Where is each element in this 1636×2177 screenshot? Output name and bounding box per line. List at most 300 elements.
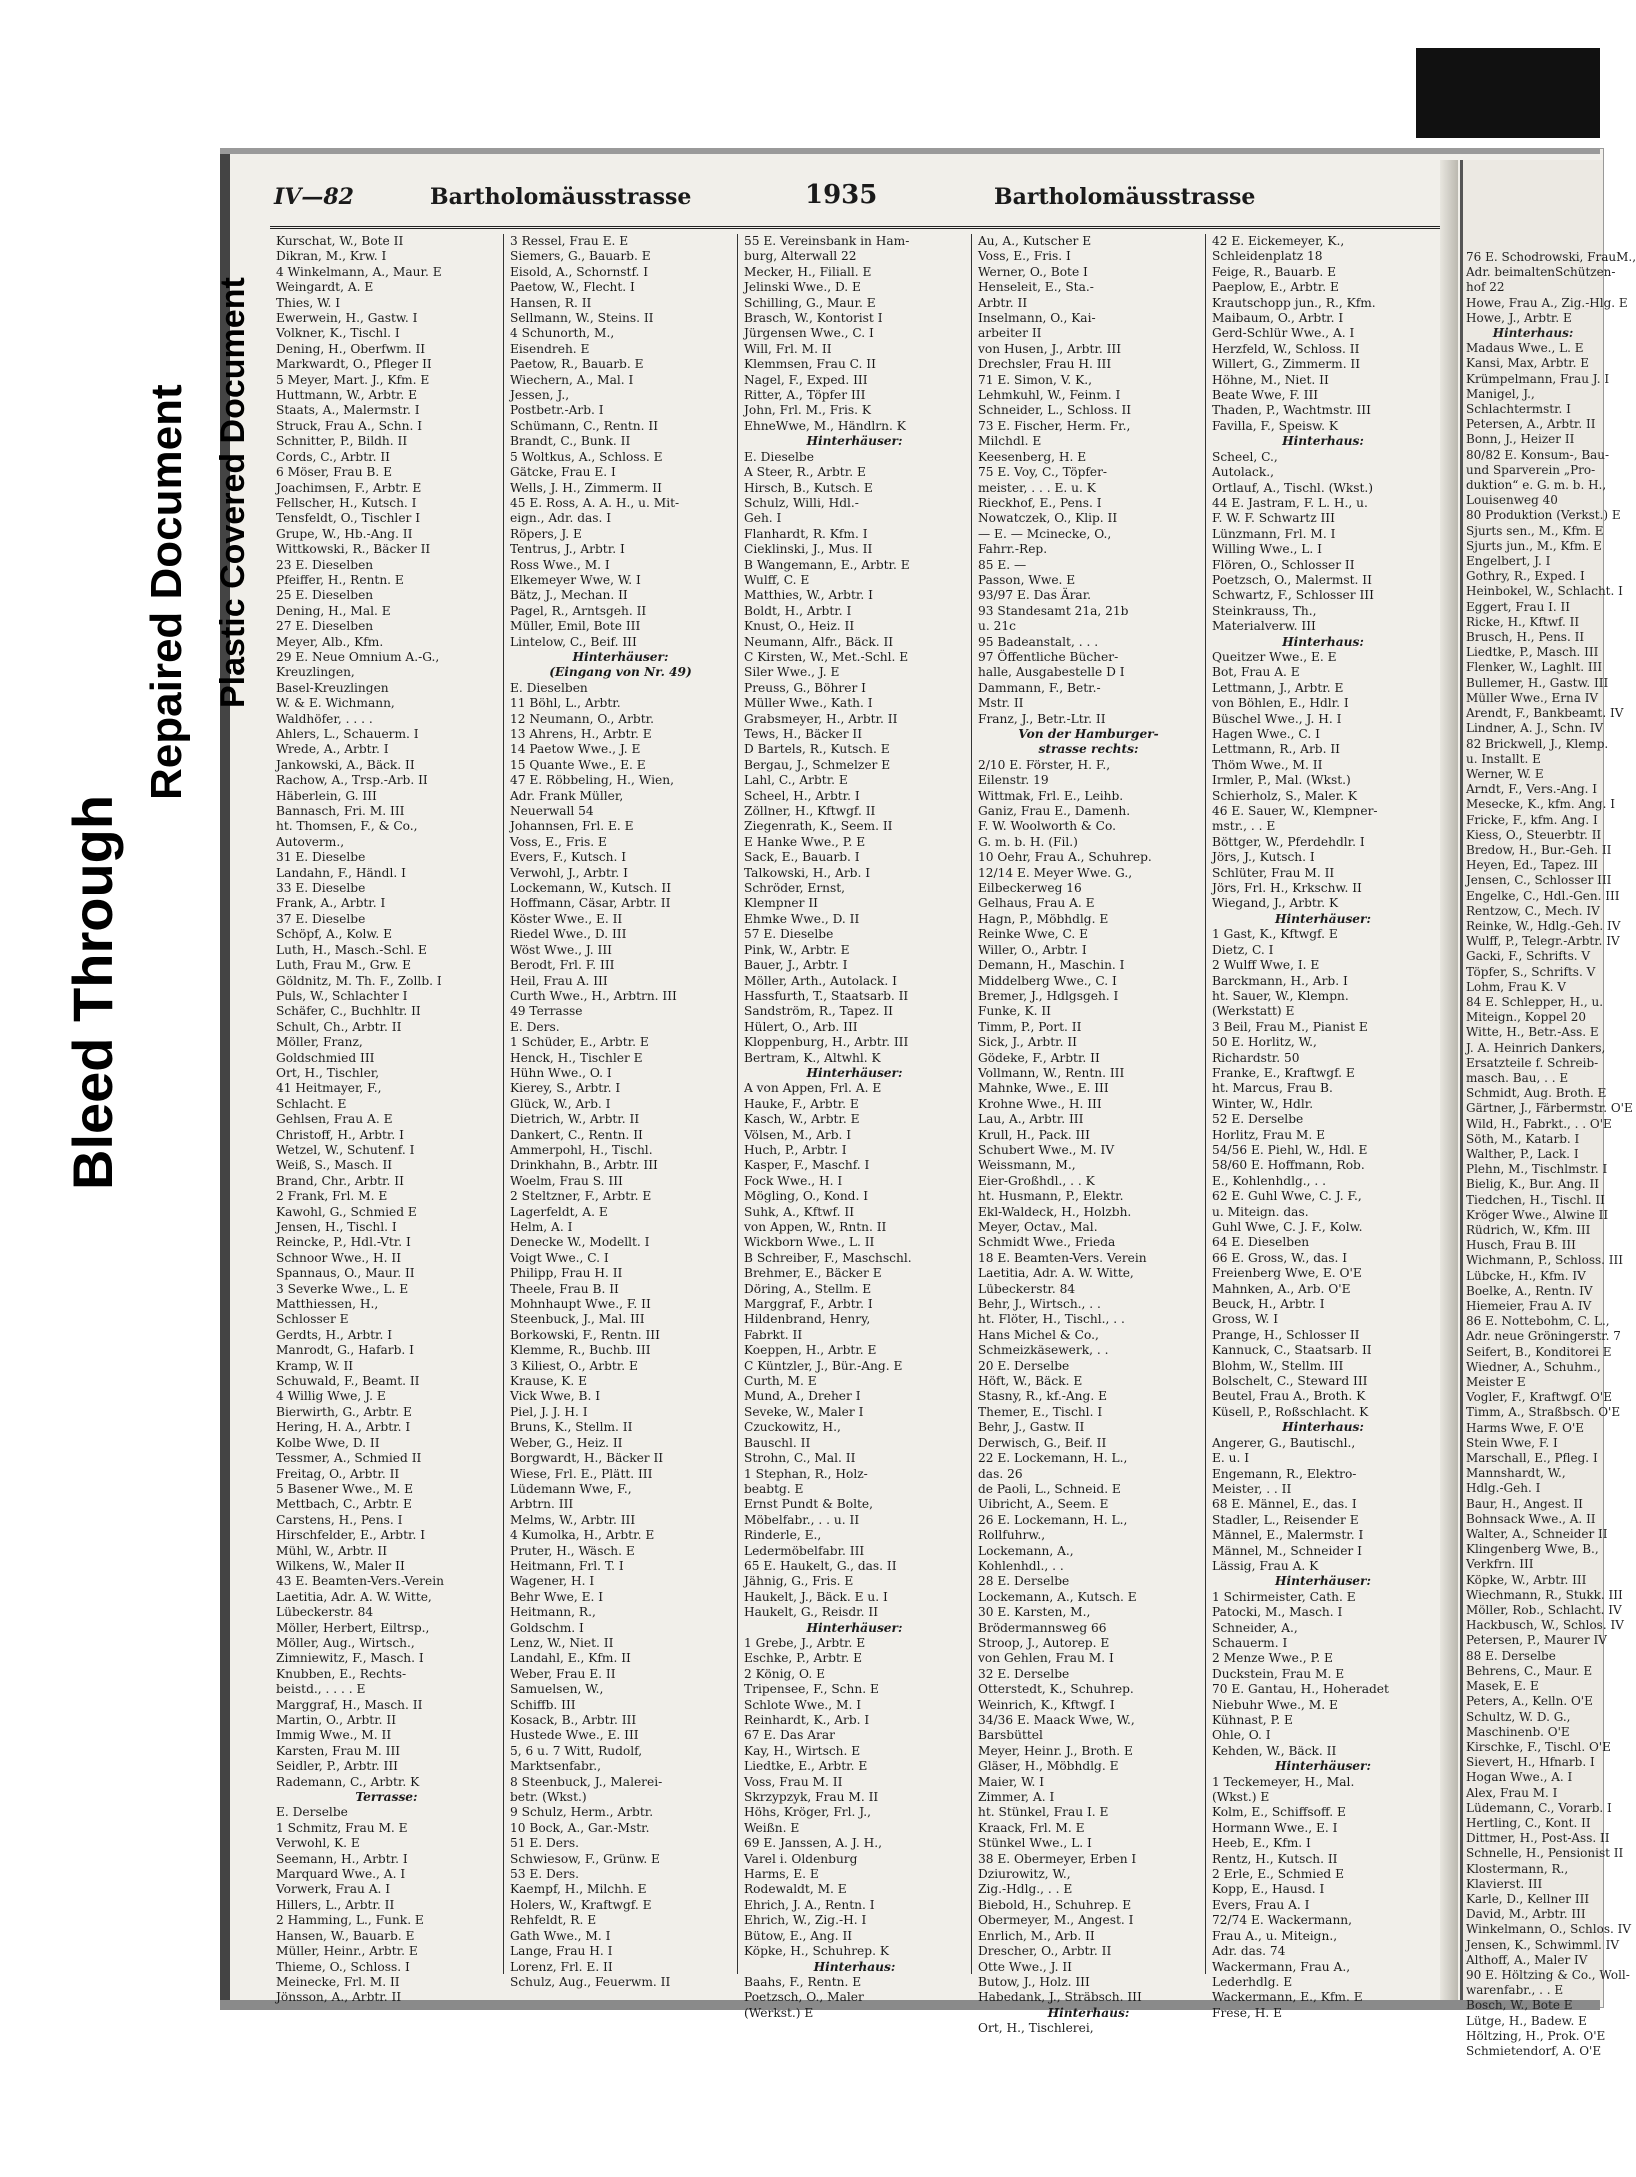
directory-entry: Vollmann, W., Rentn. III — [978, 1065, 1125, 1080]
directory-entry: Lahl, C., Arbtr. E — [744, 773, 848, 788]
directory-entry: 57 E. Dieselbe — [744, 927, 834, 942]
directory-entry: Pfeiffer, H., Rentn. E — [276, 572, 404, 587]
directory-entry: Kraack, Frl. M. E — [978, 1820, 1085, 1835]
directory-entry: Thieme, O., Schloss. I — [276, 1959, 410, 1974]
directory-entry: (Werkst.) E — [744, 2005, 814, 2020]
directory-entry: Bot, Frau A. E — [1212, 665, 1300, 680]
directory-entry: Küsell, P., Roßschlacht. K — [1212, 1404, 1369, 1419]
directory-entry: E. Derselbe — [276, 1805, 348, 1820]
directory-entry: Ziegenrath, K., Seem. II — [744, 819, 893, 834]
directory-entry: Reinhardt, K., Arb. I — [744, 1713, 870, 1727]
directory-entry: Marggraf, F., Arbtr. I — [744, 1297, 873, 1312]
directory-entry: Lüdemann, C., Vorarb. I — [1466, 1800, 1612, 1815]
directory-entry: Zöllner, H., Kftwgf. II — [744, 804, 876, 819]
directory-entry: Frank, A., Arbtr. I — [276, 896, 386, 911]
directory-entry: 11 Böhl, L., Arbtr. — [510, 696, 621, 711]
directory-entry: Schnoor Wwe., H. II — [276, 1250, 402, 1265]
directory-entry: Boldt, H., Arbtr. I — [744, 603, 852, 618]
directory-entry: Ganiz, Frau E., Damenh. — [978, 804, 1131, 819]
directory-entry: 85 E. — — [978, 557, 1027, 572]
directory-entry: Rinderle, E., — [744, 1528, 822, 1543]
directory-entry: Jensen, K., Schwimml. IV — [1466, 1937, 1620, 1952]
directory-entry: Ross Wwe., M. I — [510, 557, 610, 572]
directory-entry: Winkelmann, O., Schlos. IV — [1466, 1922, 1632, 1937]
directory-entry: Wilkens, W., Maler II — [276, 1558, 405, 1573]
directory-entry: Kolbe Wwe, D. II — [276, 1435, 380, 1450]
directory-entry: Dankert, C., Rentn. II — [510, 1127, 643, 1142]
directory-entry: Herzfeld, W., Schloss. II — [1212, 341, 1360, 356]
directory-entry: Lau, A., Arbtr. III — [978, 1112, 1084, 1127]
directory-entry: 32 E. Derselbe — [978, 1666, 1070, 1681]
directory-entry: 8 Steenbuck, J., Malerei- — [510, 1774, 663, 1789]
directory-entry: Eilbeckerweg 16 — [978, 881, 1082, 896]
directory-entry: Rentz, H., Kutsch. II — [1212, 1851, 1338, 1866]
directory-entry: Seidler, P., Arbtr. III — [276, 1759, 398, 1774]
directory-entry: Stadler, L., Reisender E — [1212, 1512, 1359, 1527]
directory-entry: Lindner, A. J., Schn. IV — [1466, 721, 1604, 736]
directory-entry: Berodt, Frl. F. III — [510, 958, 615, 973]
directory-entry: Weißn. E — [744, 1820, 800, 1835]
directory-entry: 23 E. Dieselben — [276, 557, 374, 572]
directory-entry: Weinrich, K., Kftwgf. I — [978, 1697, 1115, 1712]
directory-entry: 43 E. Beamten-Vers.-Verein — [276, 1574, 444, 1589]
directory-entry: 69 E. Janssen, A. J. H., — [744, 1836, 882, 1851]
directory-entry: Husch, Frau B. III — [1466, 1238, 1576, 1253]
directory-entry: Poetzsch, O., Maler — [744, 1990, 864, 2005]
directory-entry: Ammerpohl, H., Tischl. — [510, 1142, 653, 1157]
directory-entry: 5 Basener Wwe., M. E — [276, 1481, 413, 1496]
directory-entry: (Werkstatt) E — [1212, 1004, 1295, 1019]
directory-entry: Behr Wwe, E. I — [510, 1589, 604, 1604]
directory-entry: Hansen, W., Bauarb. E — [276, 1928, 415, 1943]
directory-entry: John, Frl. M., Fris. K — [744, 403, 871, 418]
directory-entry: Schiffb. III — [510, 1697, 576, 1712]
directory-entry: Fellscher, H., Kutsch. I — [276, 495, 417, 510]
directory-entry: Arendt, F., Bankbeamt. IV — [1466, 706, 1624, 721]
directory-entry: Behrens, C., Maur. E — [1466, 1663, 1593, 1678]
directory-entry: Schwiesow, F., Grünw. E — [510, 1851, 660, 1866]
directory-entry: Hustede Wwe., E. III — [510, 1728, 639, 1743]
directory-entry: Möller, Herbert, Eiltrsp., — [276, 1620, 430, 1635]
directory-entry: Werner, O., Bote I — [978, 264, 1088, 279]
directory-entry: Drechsler, Frau H. III — [978, 357, 1112, 372]
directory-entry: E. Dieselbe — [744, 449, 814, 464]
directory-entry: 13 Ahrens, H., Arbtr. E — [510, 727, 652, 741]
directory-entry: Butow, J., Holz. III — [978, 1974, 1090, 1989]
directory-entry: Uibricht, A., Seem. E — [978, 1497, 1109, 1512]
directory-entry: 37 E. Dieselbe — [276, 911, 366, 926]
directory-entry: 68 E. Männel, E., das. I — [1212, 1497, 1357, 1512]
directory-entry: Dittmer, H., Post-Ass. II — [1466, 1831, 1610, 1846]
directory-entry: Gelhaus, Frau A. E — [978, 896, 1095, 911]
directory-entry: 3 Ressel, Frau E. E — [510, 234, 629, 248]
directory-entry: ht. Flöter, H., Tischl., . . — [978, 1312, 1125, 1327]
directory-entry: Schneider, A., — [1212, 1620, 1298, 1635]
directory-entry: Heyen, Ed., Tapez. III — [1466, 858, 1598, 873]
directory-entry: 3 Kiliest, O., Arbtr. E — [510, 1358, 638, 1373]
directory-entry: F. W. Woolworth & Co. — [978, 819, 1116, 834]
label-plastic-covered-document: Plastic Covered Document — [214, 277, 252, 708]
directory-entry: Flanhardt, R. Kfm. I — [744, 526, 868, 541]
directory-entry: Madaus Wwe., L. E — [1466, 341, 1584, 356]
directory-entry: (Eingang von Nr. 49) — [549, 665, 692, 680]
directory-entry: Enrlich, M., Arb. II — [978, 1928, 1095, 1943]
directory-entry: Weiß, S., Masch. II — [276, 1158, 393, 1173]
directory-entry: 2 Wulff Wwe, I. E — [1212, 958, 1320, 973]
directory-entry: Krautschopp jun., R., Kfm. — [1212, 295, 1376, 310]
directory-entry: Zimmer, A. I — [978, 1790, 1055, 1805]
directory-entry: Göldnitz, M. Th. F., Zollb. I — [276, 973, 442, 988]
directory-entry: Schwartz, F., Schlosser III — [1212, 588, 1374, 603]
directory-entry: B Schreiber, F., Maschschl. — [744, 1250, 912, 1265]
directory-entry: 12 Neumann, O., Arbtr. — [510, 711, 654, 726]
directory-entry: Engemann, R., Elektro- — [1212, 1466, 1357, 1481]
directory-entry: Flenker, W., Laghlt. III — [1466, 660, 1603, 675]
directory-entry: masch. Bau, . . E — [1466, 1070, 1569, 1085]
directory-entry: Harms Wwe, F. O'E — [1466, 1420, 1585, 1435]
directory-entry: Brehmer, E., Bäcker E — [744, 1266, 882, 1281]
directory-entry: Gläser, H., Möbhdlg. E — [978, 1759, 1119, 1774]
directory-entry: 54/56 E. Piehl, W., Hdl. E — [1212, 1142, 1368, 1157]
directory-entry: Höhne, M., Niet. II — [1212, 372, 1329, 387]
directory-entry: Louisenweg 40 — [1466, 493, 1558, 508]
directory-entry: Dammann, F., Betr.- — [978, 680, 1101, 695]
directory-entry: Baur, H., Angest. II — [1466, 1496, 1583, 1511]
directory-entry: Adr. beimaltenSchützen- — [1466, 265, 1616, 280]
directory-entry: 1 Gast, K., Kftwgf. E — [1212, 927, 1338, 942]
directory-entry: Klostermann, R., — [1466, 1861, 1569, 1876]
directory-entry: Lettmann, J., Arbtr. E — [1212, 680, 1344, 695]
directory-entry: Häberlein, G. III — [276, 788, 377, 803]
directory-entry: Elkemeyer Wwe, W. I — [510, 572, 641, 587]
directory-entry: Möbelfabr., . . u. II — [744, 1512, 860, 1527]
directory-entry: ht. Sauer, W., Klempn. — [1212, 988, 1349, 1003]
directory-entry: C Küntzler, J., Bür.-Ang. E — [744, 1358, 903, 1373]
directory-entry: Reincke, P., Hdl.-Vtr. I — [276, 1235, 411, 1250]
directory-entry: E Hanke Wwe., P. E — [744, 834, 866, 849]
directory-entry: beabtg. E — [744, 1481, 804, 1496]
directory-entry: Boelke, A., Rentn. IV — [1466, 1283, 1593, 1298]
directory-entry: Schulz, Aug., Feuerwm. II — [510, 1974, 671, 1989]
directory-entry: Mohnhaupt Wwe., F. II — [510, 1297, 651, 1312]
directory-entry: Theele, Frau B. II — [510, 1281, 619, 1296]
directory-entry: Zimniewitz, F., Masch. I — [276, 1651, 424, 1666]
directory-entry: Laetitia, Adr. A. W. Witte, — [978, 1266, 1134, 1281]
directory-entry: Gothry, R., Exped. I — [1466, 569, 1585, 584]
directory-entry: Wackermann, Frau A., — [1212, 1959, 1351, 1974]
directory-entry: Nowatczek, O., Klip. II — [978, 511, 1118, 526]
directory-entry: 80/82 E. Konsum-, Bau- — [1466, 447, 1610, 462]
directory-entry: Geh. I — [744, 511, 782, 526]
directory-entry: Kasch, W., Arbtr. E — [744, 1112, 860, 1127]
directory-entry: Marschall, E., Pfleg. I — [1466, 1451, 1598, 1466]
directory-entry: Ewerwein, H., Gastw. I — [276, 311, 418, 326]
directory-entry: 44 E. Jastram, F. L. H., u. — [1212, 495, 1368, 510]
directory-entry: 80 Produktion (Verkst.) E — [1466, 508, 1621, 523]
directory-entry: halle, Ausgabestelle D I — [978, 665, 1125, 680]
directory-entry: Brandt, C., Bunk. II — [510, 434, 631, 449]
directory-entry: Seifert, B., Konditorei E — [1466, 1344, 1612, 1359]
directory-entry: B Wangemann, E., Arbtr. E — [744, 557, 910, 572]
directory-entry: Dening, H., Mal. E — [276, 603, 391, 618]
directory-entry: Frau A., u. Miteign., — [1212, 1928, 1338, 1943]
directory-entry: Maschinenb. O'E — [1466, 1724, 1570, 1739]
directory-entry: Barsbüttel — [978, 1728, 1043, 1743]
directory-entry: Paeplow, E., Arbtr. E — [1212, 280, 1339, 295]
directory-entry: Meyer, Alb., Kfm. — [276, 634, 384, 649]
directory-entry: 50 E. Horlitz, W., — [1212, 1035, 1317, 1050]
directory-entry: 66 E. Gross, W., das. I — [1212, 1250, 1348, 1265]
directory-entry: Demann, H., Maschin. I — [978, 958, 1125, 973]
directory-entry: Henck, H., Tischler E — [510, 1050, 643, 1065]
directory-entry: Favilla, F., Speisw. K — [1212, 418, 1339, 433]
directory-entry: Drescher, O., Arbtr. II — [978, 1944, 1112, 1959]
directory-entry: Curth Wwe., H., Arbtrn. III — [510, 988, 677, 1003]
directory-entry: 64 E. Dieselben — [1212, 1235, 1310, 1250]
directory-entry: Wittmak, Frl. E., Leihb. — [978, 788, 1124, 803]
directory-entry: Baahs, F., Rentn. E — [744, 1974, 862, 1989]
directory-entry: Koeppen, H., Arbtr. E — [744, 1343, 877, 1358]
street-name-right: Bartholomäusstrasse — [994, 184, 1256, 210]
directory-entry: Kramp, W. II — [276, 1358, 354, 1373]
directory-entry: ht. Thomsen, F., & Co., — [276, 819, 418, 834]
directory-year: 1935 — [805, 180, 878, 210]
directory-entry: Kay, H., Wirtsch. E — [744, 1743, 861, 1758]
adjacent-page-column — [1466, 250, 1636, 2058]
directory-entry: 1 Stephan, R., Holz- — [744, 1466, 868, 1481]
directory-entry: Adr. neue Gröningerstr. 7 — [1466, 1329, 1621, 1344]
directory-entry: Jessen, J., — [510, 388, 570, 403]
directory-entry: strasse rechts: — [1038, 742, 1139, 757]
directory-entry: Themer, E., Tischl. I — [978, 1404, 1103, 1419]
directory-entry: Arbtrn. III — [510, 1497, 574, 1512]
document-condition-labels — [60, 240, 252, 1240]
label-repaired-document: Repaired Document — [142, 384, 191, 800]
directory-entry: 70 E. Gantau, H., Hoheradet — [1212, 1682, 1389, 1697]
directory-entry: Woelm, Frau S. III — [510, 1173, 623, 1188]
directory-entry: 6 Möser, Frau B. E — [276, 465, 393, 480]
directory-entry: Irmler, P., Mal. (Wkst.) — [1212, 773, 1351, 788]
directory-entry: Gross, W. I — [1212, 1312, 1279, 1327]
directory-entry: Bredow, H., Bur.-Geh. II — [1466, 842, 1612, 857]
directory-entry: Kaempf, H., Milchh. E — [510, 1882, 647, 1897]
directory-entry: Hirschfelder, E., Arbtr. I — [276, 1528, 426, 1543]
directory-entry: Hühn Wwe., O. I — [510, 1065, 612, 1080]
directory-entry: 1 Schirmeister, Cath. E — [1212, 1589, 1356, 1604]
directory-entry: Von der Hamburger- — [1018, 727, 1159, 741]
directory-entry: Duckstein, Frau M. E — [1212, 1666, 1345, 1681]
directory-entry: Schmeizkäsewerk, . . — [978, 1343, 1109, 1358]
directory-entry: Völsen, M., Arb. I — [744, 1127, 852, 1142]
directory-entry: Gehlsen, Frau A. E — [276, 1112, 393, 1127]
directory-entry: Lorenz, Frl. E. II — [510, 1959, 613, 1974]
directory-entry: Hertling, C., Kont. II — [1466, 1815, 1591, 1830]
directory-entry: 3 Severke Wwe., L. E — [276, 1281, 409, 1296]
directory-entry: Engelke, C., Hdl.-Gen. III — [1466, 888, 1620, 903]
directory-entry: Schmidt, Aug. Broth. E — [1466, 1086, 1607, 1101]
directory-entry: Matthies, W., Arbtr. I — [744, 588, 873, 603]
directory-entry: Funke, K. II — [978, 1004, 1051, 1019]
directory-entry: Will, Frl. M. II — [744, 341, 832, 356]
directory-entry: von Böhlen, E., Hdlr. I — [1212, 696, 1349, 711]
directory-entry: Otte Wwe., J. II — [978, 1959, 1072, 1974]
directory-entry: 18 E. Beamten-Vers. Verein — [978, 1250, 1147, 1265]
directory-entry: Hildenbrand, Henry, — [744, 1312, 871, 1327]
directory-entry: Kreuzlingen, — [276, 665, 355, 680]
directory-entry: Lübeckerstr. 84 — [276, 1605, 374, 1620]
directory-entry: Hinterhäuser: — [1275, 1574, 1371, 1589]
directory-entry: Seemann, H., Arbtr. I — [276, 1851, 408, 1866]
directory-entry: Wiechmann, R., Stukk. III — [1466, 1587, 1623, 1602]
directory-entry: Dietrich, W., Arbtr. II — [510, 1112, 640, 1127]
directory-entry: Stasny, R., kf.-Ang. E — [978, 1389, 1107, 1404]
directory-entry: Skrzypzyk, Frau M. II — [744, 1790, 879, 1805]
directory-entry: Schröder, Ernst, — [744, 881, 846, 896]
directory-entry: Köster Wwe., E. II — [510, 911, 623, 926]
directory-entry: Brusch, H., Pens. II — [1466, 630, 1585, 645]
directory-entry: Staats, A., Malermstr. I — [276, 403, 420, 418]
directory-entry: 1 Grebe, J., Arbtr. E — [744, 1635, 866, 1650]
directory-entry: Lüdemann Wwe, F., — [510, 1481, 632, 1496]
directory-entry: Müller, Heinr., Arbtr. E — [276, 1944, 418, 1959]
directory-entry: Hans Michel & Co., — [978, 1327, 1099, 1342]
directory-entry: Hinterhaus: — [1047, 2005, 1130, 2020]
directory-entry: Johannsen, Frl. E. E — [510, 819, 634, 834]
directory-entry: 86 E. Nottebohm, C. L., — [1466, 1314, 1610, 1329]
directory-entry: Queitzer Wwe., E. E — [1212, 649, 1337, 664]
directory-entry: Manrodt, G., Hafarb. I — [276, 1343, 414, 1358]
directory-entry: Blohm, W., Stellm. III — [1212, 1358, 1344, 1373]
directory-entry: Karle, D., Kellner III — [1466, 1891, 1590, 1906]
directory-entry: Hinterhäuser: — [1275, 1759, 1371, 1774]
directory-entry: Fabrkt. II — [744, 1327, 803, 1342]
directory-entry: Knust, O., Heiz. II — [744, 619, 855, 634]
directory-entry: Timm, P., Port. II — [978, 1019, 1082, 1034]
directory-entry: Hülert, O., Arb. III — [744, 1019, 858, 1034]
directory-entry: Wagener, H. I — [510, 1574, 595, 1589]
directory-entry: Franz, J., Betr.-Ltr. II — [978, 711, 1106, 726]
directory-entry: Wöst Wwe., J. III — [510, 942, 612, 957]
directory-entry: Flören, O., Schlosser II — [1212, 557, 1355, 572]
directory-entry: Lübeckerstr. 84 — [978, 1281, 1076, 1296]
directory-entry: Reinke, W., Hdlg.-Geh. IV — [1466, 918, 1621, 933]
directory-entry: Tiedchen, H., Tischl. II — [1466, 1192, 1605, 1207]
directory-entry: Sellmann, W., Steins. II — [510, 311, 654, 326]
directory-entry: ht. Husmann, P., Elektr. — [978, 1189, 1124, 1204]
directory-entry: Jörs, Frl. H., Krkschw. II — [1212, 881, 1362, 896]
page-number: IV—82 — [274, 184, 354, 210]
directory-entry: Heitmann, R., — [510, 1605, 596, 1620]
directory-entry: ht. Stünkel, Frau I. E — [978, 1805, 1109, 1820]
directory-entry: 2 König, O. E — [744, 1666, 825, 1681]
directory-entry: betr. (Wkst.) — [510, 1790, 587, 1805]
directory-entry: Mesecke, K., kfm. Ang. I — [1466, 797, 1615, 812]
directory-entry: Bätz, J., Mechan. II — [510, 588, 628, 603]
directory-entry: 10 Oehr, Frau A., Schuhrep. — [978, 850, 1152, 865]
directory-entry: Siemers, G., Bauarb. E — [510, 249, 651, 264]
directory-entry: 4 Winkelmann, A., Maur. E — [276, 264, 442, 279]
directory-entry: Schümann, C., Rentn. II — [510, 418, 659, 433]
directory-entry: Kirschke, F., Tischl. O'E — [1466, 1739, 1611, 1754]
directory-entry: Holers, W., Kraftwgf. E — [510, 1897, 652, 1912]
directory-entry: mstr., . . E — [1212, 819, 1276, 834]
directory-entry: EhneWwe, M., Händlrn. K — [744, 418, 906, 433]
directory-entry: Kurschat, W., Bote II — [276, 234, 404, 248]
directory-entry: Masek, E. E — [1466, 1679, 1539, 1694]
directory-entry: Lagerfeldt, A. E — [510, 1204, 608, 1219]
directory-entry: Bonn, J., Heizer II — [1466, 432, 1575, 447]
directory-entry: Reinke Wwe, C. E — [978, 927, 1089, 942]
directory-entry: Kasper, F., Maschf. I — [744, 1158, 870, 1173]
directory-entry: Ort, H., Tischler, — [276, 1065, 380, 1080]
directory-entry: Curth, M. E — [744, 1374, 817, 1389]
directory-entry: 41 Heitmayer, F., — [276, 1081, 382, 1096]
directory-entry: Carstens, H., Pens. I — [276, 1512, 403, 1527]
directory-entry: Milchdl. E — [978, 434, 1042, 449]
directory-entry: u. Installt. E — [1466, 751, 1541, 766]
directory-entry: Hinterhaus: — [813, 1959, 896, 1974]
directory-entry: Gath Wwe., M. I — [510, 1928, 611, 1943]
directory-entry: Schneider, L., Schloss. II — [978, 403, 1132, 418]
directory-entry: Althoff, A., Maler IV — [1466, 1952, 1588, 1967]
directory-entry: Heinbokel, W., Schlacht. I — [1466, 584, 1623, 599]
directory-entry: Wiegand, J., Arbtr. K — [1212, 896, 1339, 911]
directory-entry: Petersen, A., Arbtr. II — [1466, 417, 1596, 432]
directory-entry: Jürgensen Wwe., C. I — [744, 326, 874, 341]
directory-entry: Dening, H., Oberfwm. II — [276, 341, 426, 356]
directory-entry: Bütow, E., Ang. II — [744, 1928, 853, 1943]
directory-entry: Varel i. Oldenburg — [744, 1851, 858, 1866]
directory-entry: Joachimsen, F., Arbtr. E — [276, 480, 422, 495]
directory-entry: 90 E. Höltzing & Co., Woll- — [1466, 1967, 1630, 1982]
directory-entry: Wackermann, E., Kfm. E — [1212, 1990, 1363, 2005]
directory-entry: Dziurowitz, W., — [978, 1867, 1071, 1882]
directory-entry: Mecker, H., Filiall. E — [744, 264, 872, 279]
directory-entry: Howe, Frau A., Zig.-Hlg. E — [1466, 295, 1628, 310]
directory-entry: warenfabr., . . E — [1466, 1983, 1564, 1998]
directory-entry: von Appen, W., Rntn. II — [744, 1220, 887, 1234]
directory-entry: Hinterhäuser: — [806, 1620, 903, 1635]
directory-entry: Pagel, R., Arntsgeh. II — [510, 603, 647, 618]
page-gutter — [1440, 160, 1458, 2000]
directory-entry: Meyer, Octav., Mal. — [978, 1220, 1098, 1234]
directory-entry: Lohm, Frau K. V — [1466, 979, 1566, 994]
directory-entry: 82 Brickwell, J., Klemp. — [1466, 736, 1609, 751]
directory-entry: Pink, W., Arbtr. E — [744, 942, 850, 957]
directory-entry: 84 E. Schlepper, H., u. — [1466, 994, 1604, 1009]
directory-entry: Schleidenplatz 18 — [1212, 249, 1323, 264]
directory-entry: Kloppenburg, H., Arbtr. III — [744, 1035, 909, 1050]
directory-entry: Feige, R., Bauarb. E — [1212, 264, 1337, 279]
directory-entry: Lässig, Frau A. K — [1212, 1558, 1319, 1573]
directory-entry: (Wkst.) E — [1212, 1790, 1270, 1805]
directory-entry: Jensen, H., Tischl. I — [276, 1220, 397, 1234]
directory-entry: meister, . . . E. u. K — [978, 480, 1096, 495]
directory-entry: und Sparverein „Pro- — [1466, 462, 1596, 477]
directory-entry: Suhk, A., Kftwf. II — [744, 1204, 855, 1219]
directory-entry: Derwisch, G., Beif. II — [978, 1435, 1107, 1450]
directory-entry: Helm, A. I — [510, 1220, 573, 1234]
directory-entry: Schmietendorf, A. O'E — [1466, 2043, 1602, 2058]
directory-entry: Gödeke, F., Arbtr. II — [978, 1050, 1100, 1065]
directory-entry: Schlosser E — [276, 1312, 349, 1327]
directory-entry: Otterstedt, K., Schuhrep. — [978, 1682, 1134, 1697]
directory-entry: Walter, A., Schneider II — [1466, 1527, 1608, 1542]
directory-entry: Arndt, F., Vers.-Ang. I — [1466, 782, 1598, 797]
directory-entry: Thöm Wwe., M. II — [1212, 757, 1323, 772]
directory-entry: Neumann, Alfr., Bäck. II — [744, 634, 894, 649]
directory-entry: Bauschl. II — [744, 1435, 811, 1450]
